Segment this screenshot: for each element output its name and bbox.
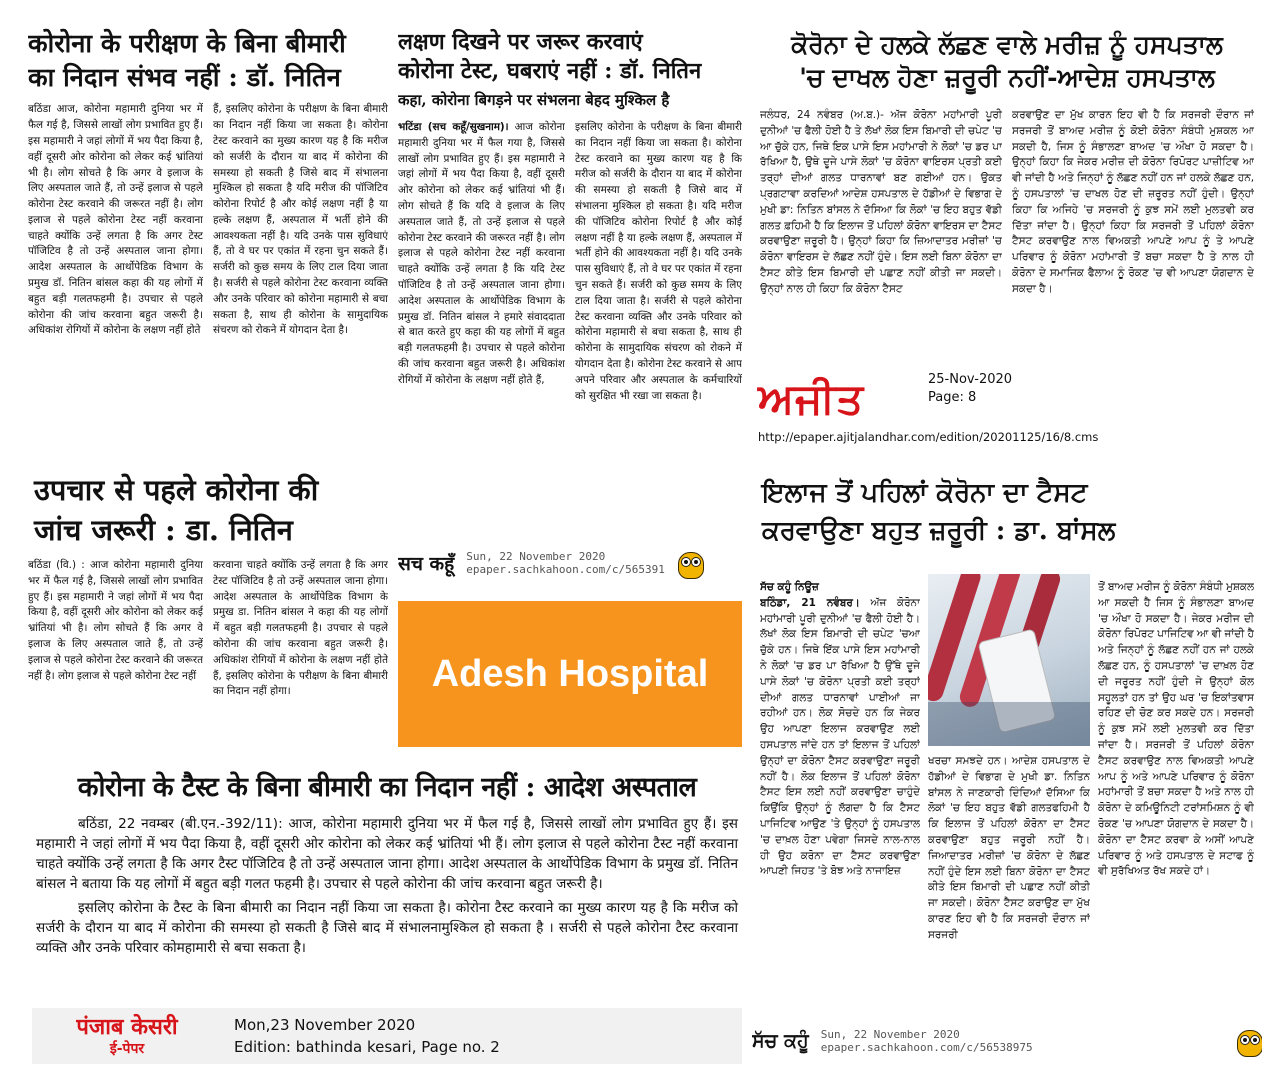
body-columns — [28, 558, 388, 752]
headline: लक्षण दिखने पर जरूर करवाएं कोरोना टेस्ट, घबराएं नहीं : डॉ. नितिन — [398, 29, 702, 85]
banner-text: Adesh Hospital — [431, 652, 709, 695]
ajit-date: 25-Nov-2020 — [928, 372, 1013, 387]
body-column-1: ਸੱਚ ਕਹੂੰ ਨਿਊਜ਼ ਬਠਿੰਡਾ, 21 ਨਵੰਬਰ। ਅੱਜ ਕੋਰੋਨਾ ਮਹਾਂਮਾਰੀ ਪੂਰੀ ਦੁਨੀਆਂ 'ਚ ਫੈਲੀ ਹੋਈ ਹੈ। ਲੱਖਾਂ ਲੋਕ ਇਸ ਬਿਮਾਰੀ ਦੀ ਚਪੇਟ 'ਚਆ ਚੁੱਕੇ ਹਨ। ਜਿਥੇ ਇੱਕ ਪਾਸੇ ਇਸ ਮਹਾਂਮਾਰੀ ਨੇ ਲੋਕਾਂ 'ਚ ਡਰ ਪਾ ਰੱਖਿਆ ਹੈ ਉੱਥੇ ਦੂਜੇ ਪਾਸੇ ਲੋਕਾਂ 'ਚ ਕੋਰੋਨਾ ਪ੍ਰਤੀ ਕਈ ਤਰ੍ਹਾਂ ਦੀਆਂ ਗਲਤ ਧਾਰਨਾਵਾਂ ਪਾਈਆਂ ਜਾ ਰਹੀਆਂ ਹਨ। ਲੋਕ ਸੋਚਦੇ ਹਨ ਕਿ ਜੇਕਰ ਉਹ ਆਪਣਾ ਇਲਾਜ ਕਰਵਾਉਣ ਲਈ ਹਸਪਤਾਲ ਜਾਂਦੇ ਹਨ ਤਾਂ ਇਲਾਜ ਤੋਂ ਪਹਿਲਾਂ ਉਨ੍ਹਾਂ ਦਾ ਕੋਰੋਨਾ ਟੈਸਟ ਕਰਵਾਉਣਾ ਜਰੂਰੀ ਨਹੀਂ ਹੈ। ਲੋਕ ਇਲਾਜ ਤੋਂ ਪਹਿਲਾਂ ਕੋਰੋਨਾ ਟੈਸਟ ਇਸ ਲਈ ਨਹੀਂ ਕਰਵਾਉਣਾ ਚਾਹੁੰਦੇ ਕਿਉਂਕਿ ਉਨ੍ਹਾਂ ਨੂੰ ਲੱਗਦਾ ਹੈ ਕਿ ਟੈਸਟ ਪਾਜਿਟਿਵ ਆਉਣ 'ਤੇ ਉਨ੍ਹਾਂ ਨੂੰ ਹਸਪਤਾਲ 'ਚ ਦਾਖ਼ਲ ਹੋਣਾ ਪਵੇਗਾ ਜਿਸਦੇ ਨਾਲ-ਨਾਲ ਹੀ ਉਹ ਕਰੋਨਾ ਦਾ ਟੈਸਟ ਕਰਵਾਉਣਾ ਆਪਣੀ ਜਿਹਤ 'ਤੇ ਬੋਝ ਅਤੇ ਨਾਜਾਇਜ਼ — [760, 581, 920, 878]
dateline: भटिंडा (सच कहूँ/सुखनाम)। — [398, 121, 509, 134]
sachkahoon-logo: सच कहूँ — [398, 553, 455, 575]
edition-date: Sun, 22 November 2020 — [466, 550, 606, 563]
headline: ਕੋਰੋਨਾ ਦੇ ਹਲਕੇ ਲੱਛਣ ਵਾਲੇ ਮਰੀਜ਼ ਨੂੰ ਹਸਪਤਾਲ 'ਚ ਦਾਖਲ ਹੋਣਾ ਜ਼ਰੂਰੀ ਨਹੀਂ-ਆਦੇਸ਼ ਹਸਪਤਾਲ — [791, 30, 1223, 92]
punjab-kesari-masthead — [32, 1008, 742, 1064]
sachkahoon-masthead-top — [398, 548, 703, 578]
body-column-1: बठिंडा (वि.) : आज कोरोना महामारी दुनिया भर में फैल गई है, जिससे लाखों लोग प्रभावित हुए हैं। इस महामारी ने जहां लोगों में भय पैदा किया है, वहीं दूसरी ओर कोरोना को लेकर कई भ्रांतियां भी है। लोग सोचते हैं कि अगर वे इलाज के लिए अस्पताल जाते हैं, तो उन्हें इलाज से पहले कोरोना टेस्ट करवाने की जरूरत नहीं है। लोग इलाज से पहले कोरोना टेस्ट नहीं — [28, 559, 203, 682]
edition-url: epaper.sachkahoon.com/c/56538975 — [820, 1041, 1033, 1054]
edition-info: Edition: bathinda kesari, Page no. 2 — [234, 1038, 500, 1056]
body-column-3: ਤੋਂ ਬਾਅਦ ਮਰੀਜ ਨੂੰ ਕੋਰੋਨਾ ਸੰਬੰਧੀ ਮੁਸ਼ਕਲ ਆ ਸਕਦੀ ਹੈ ਜਿਸ ਨੂੰ ਸੰਭਾਲਣਾ ਬਾਅਦ 'ਚ ਔਖਾ ਹੋ ਸਕਦਾ ਹੈ। ਜੇਕਰ ਮਰੀਜ ਦੀ ਕੋਰੋਨਾ ਰਿਪੋਰਟ ਪਾਜਿਟਿਵ ਆ ਵੀ ਜਾਂਦੀ ਹੈ ਅਤੇ ਜਿਨ੍ਹਾਂ ਨੂੰ ਲੱਛਣ ਨਹੀਂ ਹਨ ਜਾਂ ਹਲਕੇ ਲੱਛਣ ਹਨ, ਨੂੰ ਹਸਪਤਾਲਾਂ 'ਚ ਦਾਖ਼ਲ ਹੋਣ ਦੀ ਜਰੂਰਤ ਨਹੀਂ ਹੁੰਦੀ ਜੇ ਉਨ੍ਹਾਂ ਕੋਲ ਸਹੂਲਤਾਂ ਹਨ ਤਾਂ ਉਹ ਘਰ 'ਚ ਇਕਾਂਤਵਾਸ ਰਹਿਣ ਦੀ ਚੋਣ ਕਰ ਸਕਦੇ ਹਨ। ਸਰਜਰੀ ਨੂੰ ਕੁਝ ਸਮੇਂ ਲਈ ਮੁਲਤਵੀ ਕਰ ਦਿੱਤਾ ਜਾਂਦਾ ਹੈ। ਸਰਜਰੀ ਤੋਂ ਪਹਿਲਾਂ ਕੋਰੋਨਾ ਟੈਸਟ ਕਰਵਾਉਣ ਨਾਲ ਵਿਅਕਤੀ ਆਪਣੇ ਆਪ ਨੂੰ ਅਤੇ ਆਪਣੇ ਪਰਿਵਾਰ ਨੂੰ ਕੋਰੋਨਾ ਮਹਾਂਮਾਰੀ ਤੋਂ ਬਚਾ ਸਕਦਾ ਹੈ ਅਤੇ ਨਾਲ ਹੀ ਕੋਰੋਨਾ ਦੇ ਕਮਿਊਨਿਟੀ ਟਰਾਂਸਮਿਸ਼ਨ ਨੂੰ ਵੀ ਰੋਕਣ 'ਚ ਆਪਣਾ ਯੋਗਦਾਨ ਦੇ ਸਕਦਾ ਹੈ। ਕੋਰੋਨਾ ਦਾ ਟੈਸਟ ਕਰਵਾ ਕੇ ਅਸੀਂ ਆਪਣੇ ਪਰਿਵਾਰ ਨੂੰ ਅਤੇ ਹਸਪਤਾਲ ਦੇ ਸਟਾਫ ਨੂੰ ਵੀ ਸੁਰੱਖਿਅਤ ਰੱਖ ਸਕਦੇ ਹਾਂ। — [1098, 581, 1254, 878]
body-column-2: ਖਰਚਾ ਸਮਝਦੇ ਹਨ। ਆਦੇਸ਼ ਹਸਪਤਾਲ ਦੇ ਹੱਡੀਆਂ ਦੇ ਵਿਭਾਗ ਦੇ ਮੁਖੀ ਡਾ. ਨਿਤਿਨ ਬਾਂਸਲ ਨੇ ਜਾਣਕਾਰੀ ਦਿੰਦਿਆਂ ਦੱਸਿਆ ਕਿ ਲੋਕਾਂ 'ਚ ਇਹ ਬਹੁਤ ਵੱਡੀ ਗਲਤਫਹਿਮੀ ਹੈ ਕਿ ਇਲਾਜ ਤੋਂ ਪਹਿਲਾਂ ਕੋਰੋਨਾ ਦਾ ਟੈਸਟ ਕਰਵਾਉਣਾ ਬਹੁਤ ਜਰੂਰੀ ਨਹੀਂ ਹੈ। ਜਿਆਦਾਤਰ ਮਰੀਜ਼ਾਂ 'ਚ ਕੋਰੋਨਾ ਦੇ ਲੱਛਣ ਨਹੀਂ ਹੁੰਦੇ ਇਸ ਲਈ ਬਿਨਾ ਕੋਰੋਨਾ ਦਾ ਟੈਸਟ ਕੀਤੇ ਇਸ ਬਿਮਾਰੀ ਦੀ ਪਛਾਣ ਨਹੀਂ ਕੀਤੀ ਜਾ ਸਕਦੀ। ਕੋਰੋਨਾ ਟੈਸਟ ਕਰਾਉਣ ਦਾ ਮੁੱਖ ਕਾਰਣ ਇਹ ਵੀ ਹੈ ਕਿ ਸਰਜਰੀ ਦੌਰਾਨ ਜਾਂ ਸਰਜਰੀ — [928, 755, 1090, 941]
body-paragraph-1: बठिंडा, 22 नवम्बर (बी.एन.-392/11): आज, कोरोना महामारी दुनिया भर में फैल गई है, जिससे लाखों लोग प्रभावित हुए हैं। इस महामारी ने जहां लोगों में भय पैदा किया है, वहीं दूसरी ओर कोरोना को लेकर कई भ्रांतियां भी हैं। लोग इलाज से पहले कोरोना टैस्ट नहीं करवाना चाहते क्योंकि उन्हें लगता है कि अगर टैस्ट पॉजिटिव है तो उन्हें अस्पताल जाना होगा। आदेश अस्पताल के आर्थोपेडिक विभाग के प्रमुख डॉ. नितिन बांसल ने बताया कि यह लोगों में बहुत बड़ी गलत फहमी है। उपचार से पहले कोरोना की जांच करवाना बहुत जरूरी है। — [36, 815, 738, 892]
body-column-1: ਜਲੰਧਰ, 24 ਨਵੰਬਰ (ਅ.ਬ.)- ਅੱਜ ਕੋਰੋਨਾ ਮਹਾਂਮਾਰੀ ਪੂਰੀ ਦੁਨੀਆਂ 'ਚ ਫੈਲੀ ਹੋਈ ਹੈ ਤੇ ਲੱਖਾਂ ਲੋਕ ਇਸ ਬਿਮਾਰੀ ਦੀ ਚਪੇਟ 'ਚ ਆ ਚੁੱਕੇ ਹਨ, ਜਿਥੇ ਇਕ ਪਾਸੇ ਇਸ ਮਹਾਂਮਾਰੀ ਨੇ ਲੋਕਾਂ 'ਚ ਡਰ ਪਾ ਰੱਖਿਆ ਹੈ, ਉਥੇ ਦੂਜੇ ਪਾਸੇ ਲੋਕਾਂ 'ਚ ਕੋਰੋਨਾ ਵਾਇਰਸ ਪ੍ਰਤੀ ਕਈ ਤਰ੍ਹਾਂ ਦੀਆਂ ਗਲਤ ਧਾਰਨਾਵਾਂ ਬਣ ਗਈਆਂ ਹਨ। ਉਕਤ ਪ੍ਰਗਟਾਵਾ ਕਰਦਿਆਂ ਆਦੇਸ਼ ਹਸਪਤਾਲ ਦੇ ਹੱਡੀਆਂ ਦੇ ਵਿਭਾਗ ਦੇ ਮੁਖੀ ਡਾ: ਨਿਤਿਨ ਬਾਂਸਲ ਨੇ ਦੱਸਿਆ ਕਿ ਲੋਕਾਂ 'ਚ ਇਹ ਬਹੁਤ ਵੱਡੀ ਗਲਤ ਫ਼ਹਿਮੀ ਹੈ ਕਿ ਇਲਾਜ ਤੋਂ ਪਹਿਲਾਂ ਕੋਰੋਨਾ ਵਾਇਰਸ ਦਾ ਟੈਸਟ ਕਰਵਾਉਣਾ ਜ਼ਰੂਰੀ ਹੈ। ਉਨ੍ਹਾਂ ਕਿਹਾ ਕਿ ਜ਼ਿਆਦਾਤਰ ਮਰੀਜ਼ਾਂ 'ਚ ਕੋਰੋਨਾ ਵਾਇਰਸ ਦੇ ਲੱਛਣ ਨਹੀਂ ਹੁੰਦੇ। ਇਸ ਲਈ ਬਿਨਾ ਕੋਰੋਨਾ ਦਾ ਟੈਸਟ ਕੀਤੇ ਇਸ ਬਿਮਾਰੀ ਦੀ ਪਛਾਣ ਨਹੀਂ ਕੀਤੀ ਜਾ ਸਕਦੀ। ਉਨ੍ਹਾਂ ਨਾਲ ਹੀ ਕਿਹਾ ਕਿ ਕੋਰੋਨਾ ਟੈਸਟ — [760, 109, 1002, 295]
subheadline: कहा, कोरोना बिगड़ने पर संभलना बेहद मुश्किल है — [398, 91, 670, 110]
article-left-middle — [28, 470, 388, 762]
coronavirus-test-photo — [928, 574, 1090, 746]
edition-date: Mon,23 November 2020 — [234, 1016, 416, 1034]
headline: ਇਲਾਜ ਤੋਂ ਪਹਿਲਾਂ ਕੋਰੋਨਾ ਦਾ ਟੈਸਟ ਕਰਵਾਉਣਾ ਬਹੁਤ ਜ਼ਰੂਰੀ : ਡਾ. ਬਾਂਸਲ — [762, 478, 1116, 546]
body-column-2: करवाना चाहते क्योंकि उन्हें लगता है कि अगर टेस्ट पॉजिटिव है तो उन्हें अस्पताल जाना होगा। आदेश अस्पताल के आर्थोपेडिक विभाग के प्रमुख डा. नितिन बांसल ने कहा की यह लोगों में बहुत बड़ी गलतफहमी है। उपचार से पहले कोरोना की जांच करवाना बहुत जरूरी है। अधिकांश रोगियों में कोरोना के लक्षण नहीं होते हैं, इसलिए कोरोना के परीक्षण के बिना बीमारी का निदान नहीं होगा। — [213, 559, 388, 698]
body-columns — [28, 102, 388, 462]
adesh-hospital-banner — [398, 601, 742, 747]
body-columns — [752, 108, 1262, 338]
article-left-top — [28, 28, 388, 462]
body-paragraph-2: इसलिए कोरोना के टैस्ट के बिना बीमारी का निदान नहीं किया जा सकता है। कोरोना टैस्ट करवाने का मुख्य कारण यह है कि मरीज को सर्जरी के दौरान या बाद में कोरोना की समस्या हो सकती है जिसे बाद में संभालनामुश्किल हो सकता है । सर्जरी से पहले कोरोना टैस्ट करवाना व्यक्ति और उनके परिवार कोमहामारी से बचा सकता है। — [36, 899, 738, 956]
ajit-page: Page: 8 — [928, 390, 977, 405]
byline: ਸੱਚ ਕਹੂੰ ਨਿਊਜ਼ — [760, 581, 819, 593]
owl-mascot-icon — [1236, 1026, 1262, 1056]
headline: उपचार से पहले कोरोना की जांच जरूरी : डा. नितिन — [34, 473, 319, 547]
ajit-logo: ਅਜੀਤ — [758, 374, 865, 423]
article-bottom-right — [752, 474, 1262, 1070]
owl-mascot-icon — [677, 548, 703, 578]
ajit-masthead — [752, 368, 1262, 448]
dateline: ਬਠਿੰਡਾ, 21 ਨਵੰਬਰ। — [760, 596, 860, 609]
article-bottom-left — [28, 770, 746, 1070]
article-middle-top — [398, 28, 742, 588]
body-columns — [398, 120, 742, 530]
edition-date: Sun, 22 November 2020 — [820, 1028, 960, 1041]
headline: कोरोना के टैस्ट के बिना बीमारी का निदान नहीं : आदेश अस्पताल — [77, 772, 697, 803]
body-column-2: ਕਰਵਾਉਣ ਦਾ ਮੁੱਖ ਕਾਰਨ ਇਹ ਵੀ ਹੈ ਕਿ ਸਰਜਰੀ ਦੌਰਾਨ ਜਾਂ ਸਰਜਰੀ ਤੋਂ ਬਾਅਦ ਮਰੀਜ਼ ਨੂੰ ਕੋਈ ਕੋਰੋਨਾ ਸੰਬੰਧੀ ਮੁਸ਼ਕਲ ਆ ਸਕਦੀ ਹੈ, ਜਿਸ ਨੂੰ ਸੰਭਾਲਣਾ ਬਾਅਦ 'ਚ ਔਖਾ ਹੋ ਸਕਦਾ ਹੈ। ਉਨ੍ਹਾਂ ਕਿਹਾ ਕਿ ਜੇਕਰ ਮਰੀਜ਼ ਦੀ ਕੋਰੋਨਾ ਰਿਪੋਰਟ ਪਾਜ਼ੀਟਿਵ ਆ ਵੀ ਜਾਂਦੀ ਹੈ ਅਤੇ ਜਿਨ੍ਹਾਂ ਨੂੰ ਲੱਛਣ ਨਹੀਂ ਹਨ ਜਾਂ ਹਲਕੇ ਲੱਛਣ ਹਨ, ਨੂੰ ਹਸਪਤਾਲਾਂ 'ਚ ਦਾਖਲ ਹੋਣ ਦੀ ਜ਼ਰੂਰਤ ਨਹੀਂ ਹੁੰਦੀ। ਉਨ੍ਹਾਂ ਕਿਹਾ ਕਿ ਅਜਿਹੇ 'ਚ ਸਰਜਰੀ ਨੂੰ ਕੁਝ ਸਮੇਂ ਲਈ ਮੁਲਤਵੀ ਕਰ ਦਿੱਤਾ ਜਾਂਦਾ ਹੈ। ਉਨ੍ਹਾਂ ਕਿਹਾ ਕਿ ਸਰਜਰੀ ਤੋਂ ਪਹਿਲਾਂ ਕੋਰੋਨਾ ਟੈਸਟ ਕਰਵਾਉਣ ਨਾਲ ਵਿਅਕਤੀ ਆਪਣੇ ਆਪ ਨੂੰ ਤੇ ਆਪਣੇ ਪਰਿਵਾਰ ਨੂੰ ਕੋਰੋਨਾ ਮਹਾਂਮਾਰੀ ਤੋਂ ਬਚਾ ਸਕਦਾ ਹੈ ਤੇ ਨਾਲ ਹੀ ਕੋਰੋਨਾ ਦੇ ਸਮਾਜਿਕ ਫੈਲਾਅ ਨੂੰ ਰੋਕਣ 'ਚ ਵੀ ਆਪਣਾ ਯੋਗਦਾਨ ਦੇ ਸਕਦਾ ਹੈ। — [1012, 109, 1254, 295]
body-column-1: बठिंडा आज, कोरोना महामारी दुनिया भर में फैल गई है, जिससे लाखों लोग प्रभावित हुए हैं। इस महामारी ने जहां लोगों में भय पैदा किया है, वहीं दूसरी ओर कोरोना को लेकर कई भ्रांतियां भी है। लोग सोचते है कि अगर वे इलाज के लिए अस्पताल जाते हैं, तो उन्हें इलाज से पहले कोरोना टेस्ट करवाने की जरूरत नहीं है। लोग इलाज से पहले कोरोना टेस्ट नहीं करवाना चाहते क्योंकि उन्हें लगता है कि अगर टेस्ट पॉजिटिव है तो उन्हें अस्पताल जाना होगा। आदेश अस्पताल के आर्थोपेडिक विभाग के प्रमुख डॉ. नितिन बांसल कहा की यह लोगों में बहुत बड़ी गलतफहमी है। उपचार से पहले कोरोना की जांच करवाना बहुत जरूरी है। अधिकांश रोगियों में कोरोना के लक्षण नहीं होते — [28, 103, 203, 337]
body-column-2: इसलिए कोरोना के परीक्षण के बिना बीमारी का निदान नहीं किया जा सकता है। कोरोना टेस्ट करवाने का मुख्य कारण यह है कि मरीज को सर्जरी के दौरान या बाद में कोरोना की समस्या हो सकती है जिसे बाद में संभालना मुश्किल हो सकता है। यदि मरीज की पॉजिटिव कोरोना रिपोर्ट है और कोई लक्षण नहीं है या हल्के लक्षण हैं, अस्पताल में भर्ती होने की आवश्यकता नहीं है। यदि उनके पास सुविधाएं हैं, तो वे घर पर एकांत में रहना चुन सकते हैं। सर्जरी को कुछ समय के लिए टाल दिया जाता है। सर्जरी से पहले कोरोना टेस्ट करवाना व्यक्ति और उनके परिवार को कोरोना महामारी से बचा सकता है, साथ ही कोरोना के सामुदायिक संचरण को रोकने में योगदान देता है। कोरोना टेस्ट करवाने से आप अपने परिवार और अस्पताल के कर्मचारियों को सुरक्षित भी रखा जा सकता है। — [575, 121, 742, 402]
sachkahoon-punjabi-logo: ਸੱਚ ਕਹੂੰ — [752, 1030, 809, 1052]
body-column-2: हैं, इसलिए कोरोना के परीक्षण के बिना बीमारी का निदान नहीं किया जा सकता है। कोरोना टेस्ट करवाने का मुख्य कारण यह है कि मरीज को सर्जरी के दौरान या बाद में कोरोना की समस्या हो सकती है जिसे बाद में संभालना मुश्किल हो सकता है यदि मरीज की पॉजिटिव कोरोना रिपोर्ट है और कोई लक्षण नहीं है या हल्के लक्षण हैं, अस्पताल में भर्ती होने की आवश्यकता नहीं है। यदि उनके पास सुविधाएं हैं, तो वे घर पर एकांत में रहना चुन सकते हैं। सर्जरी को कुछ समय के लिए टाल दिया जाता है। सर्जरी से पहले कोरोना टेस्ट करवाना व्यक्ति और उनके परिवार को कोरोना महामारी से बचा सकता है, साथ ही कोरोना के सामुदायिक संचरण को रोकने में योगदान देता है। — [213, 103, 388, 337]
article-ajit — [752, 28, 1262, 456]
body-column-1: आज कोरोना महामारी दुनिया भर में फैल गया है, जिससे लाखों लोग प्रभावित हुए हैं। इस महामारी ने जहां लोगों में भय पैदा किया है, वहीं दूसरी ओर कोरोना को लेकर कई भ्रांतियां भी हैं। लोग सोचते हैं कि यदि वे इलाज के लिए अस्पताल जाते हैं, तो उन्हें इलाज से पहले कोरोना टेस्ट करवाने की जरूरत नहीं है। लोग इलाज से पहले कोरोना टेस्ट नहीं करवाना चाहते क्योंकि उन्हें लगता है कि यदि टेस्ट पॉजिटिव है तो उन्हें अस्पताल जाना होगा। आदेश अस्पताल के आर्थोपेडिक विभाग के प्रमुख डॉ. नितिन बांसल ने हमारे संवाददाता से बात करते हुए कहा की यह लोगों में बहुत बड़ी गलतफहमी है। उपचार से पहले कोरोना की जांच करवाना बहुत जरूरी है। अधिकांश रोगियों में कोरोना के लक्षण नहीं होते हैं, — [398, 121, 565, 386]
sachkahoon-masthead-bottom — [752, 1026, 1262, 1056]
edition-url: epaper.sachkahoon.com/c/565391 — [466, 563, 665, 576]
punjab-kesari-logo: पंजाब केसरी — [76, 1014, 178, 1040]
epaper-label: ई-पेपर — [109, 1041, 145, 1057]
headline: कोरोना के परीक्षण के बिना बीमारी का निदान संभव नहीं : डॉ. नितिन — [28, 29, 346, 93]
ajit-url: http://epaper.ajitjalandhar.com/edition/20201125/16/8.cms — [758, 430, 1099, 444]
